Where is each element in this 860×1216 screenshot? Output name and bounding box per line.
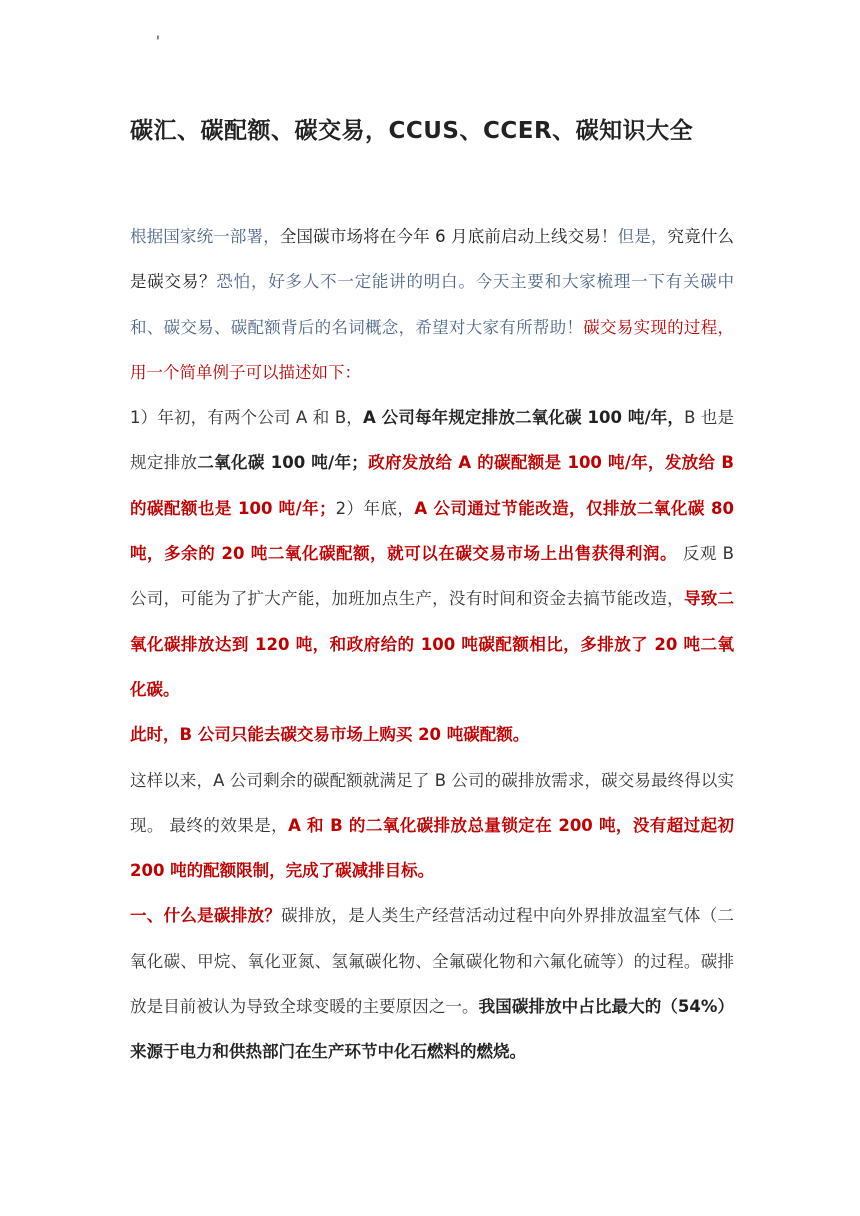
result-paragraph	[130, 758, 734, 894]
document-title: 碳汇、碳配额、碳交易，CCUS、CCER、碳知识大全	[130, 118, 694, 144]
example-text-3: B 也是规定排放	[130, 408, 734, 473]
section-1-text-2: 我国碳排放中占比最大的（54%）来源于电力和供热部门在生产环节中化石燃料的燃烧。	[130, 997, 735, 1062]
then-paragraph: 此时，B 公司只能去碳交易市场上购买 20 吨碳配额。	[130, 725, 530, 745]
intro-paragraph	[130, 214, 734, 395]
section-1-text-1: 碳排放，是人类生产经营活动过程中向外界排放温室气体（二氧化碳、甲烷、氧化亚氮、氢氟碳化物、全氟碳化物和六氟化硫等）的过程。碳排放是目前被认为导致全球变暖的主要原因之一。	[130, 906, 735, 1017]
example-text-6: 2）年底，	[335, 498, 415, 518]
example-text-1: 1）年初，有两个公司 A 和 B，	[130, 408, 363, 428]
intro-sentence-5: 恐怕，好多人不一定能讲的明白。今天主要和大家梳理一下有关碳中和、碳交易、碳配额背后的名词概念，希望对大家有所帮助！	[130, 272, 735, 337]
intro-sentence-1: 根据国家统一部署，	[130, 227, 280, 246]
example-text-2: A 公司每年规定排放二氧化碳 100 吨/年，	[362, 408, 685, 428]
example-text-4: 二氧化碳 100 吨/年；	[197, 453, 368, 473]
example-paragraph	[130, 395, 734, 712]
stray-mark: '	[156, 34, 160, 50]
intro-example-lead: 碳交易实现的过程，用一个简单例子可以描述如下：	[130, 317, 735, 382]
section-1-paragraph	[130, 893, 734, 1074]
intro-sentence-3: 但是，	[617, 227, 668, 246]
intro-question: 究竟什么是碳交易？	[130, 227, 735, 292]
example-text-9: 导致二氧化碳排放达到 120 吨，和政府给的 100 吨碳配额相比，多排放了 20 吨二氧化碳。	[130, 589, 735, 699]
result-text-2: A 和 B 的二氧化碳排放总量锁定在 200 吨，没有超过起初 200 吨的配额限制，完成了碳减排目标。	[130, 815, 735, 881]
result-text-1: 这样以来，A 公司剩余的碳配额就满足了 B 公司的碳排放需求，碳交易最终得以实现。 最终的效果是，	[130, 770, 734, 835]
section-1-heading: 一、什么是碳排放？	[130, 906, 282, 926]
example-text-7: A 公司通过节能改造，仅排放二氧化碳 80 吨，多余的 20 吨二氧化碳配额，就可以在碳交易市场上出售获得利润。	[130, 498, 734, 564]
example-text-8: 反观 B 公司，可能为了扩大产能，加班加点生产，没有时间和资金去搞节能改造，	[130, 544, 735, 609]
example-text-5: 政府发放给 A 的碳配额是 100 吨/年，发放给 B 的碳配额也是 100 吨/年；	[130, 453, 735, 518]
document-body	[130, 214, 734, 1075]
intro-sentence-2: 全国碳市场将在今年 6 月底前启动上线交易！	[279, 227, 618, 246]
